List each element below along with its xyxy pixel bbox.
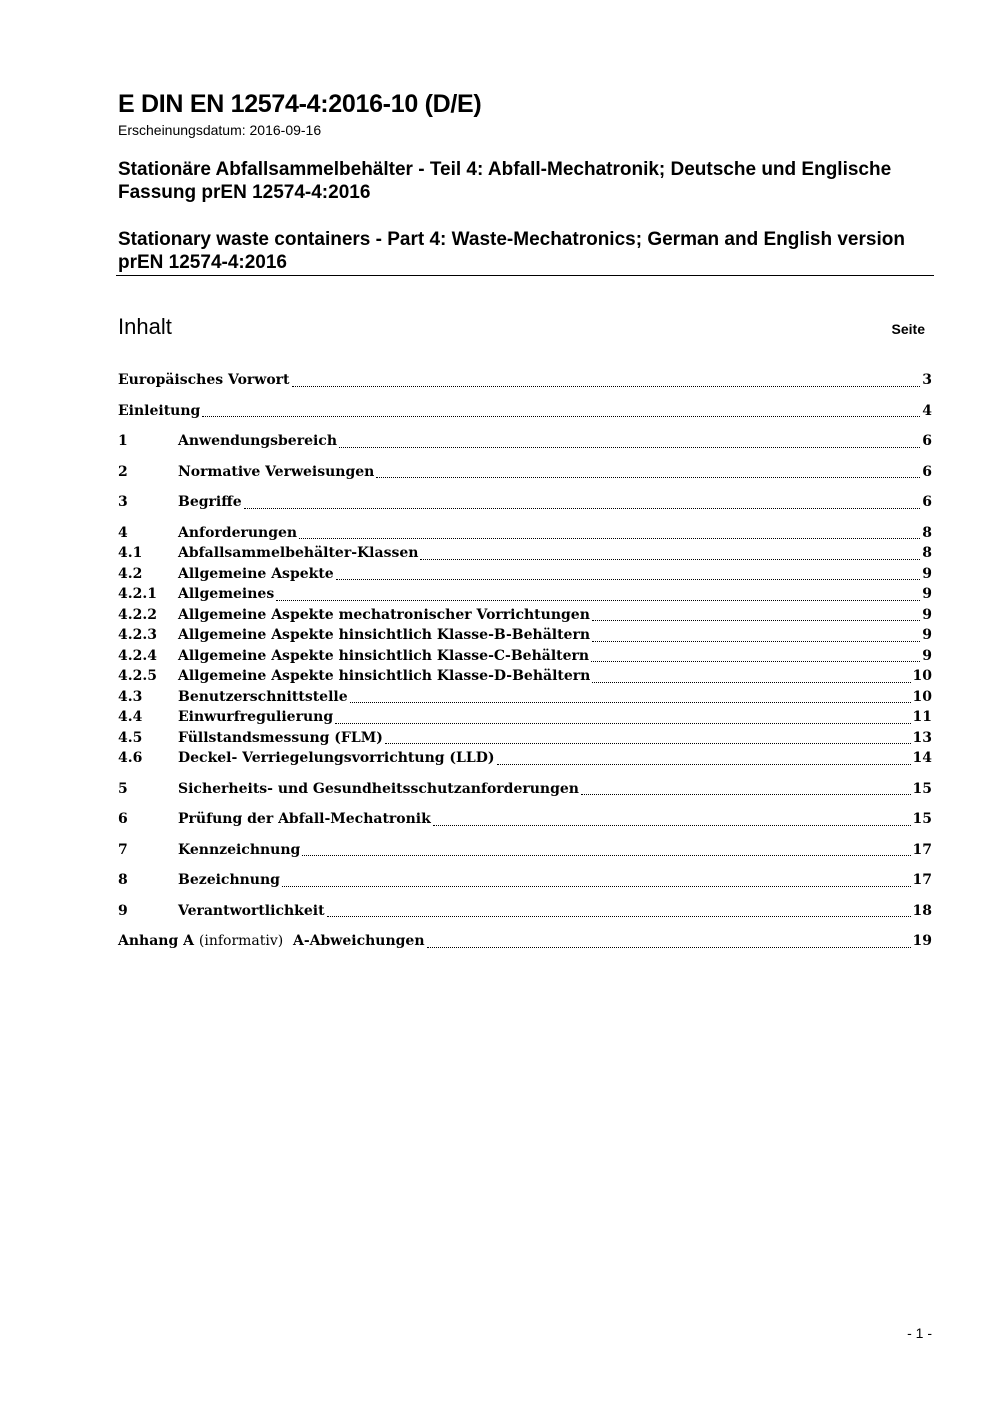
toc-entry-page: 9: [922, 627, 932, 643]
toc-entry[interactable]: [118, 687, 932, 708]
toc-leader-dots: [302, 842, 910, 856]
toc-entry[interactable]: [118, 543, 932, 564]
toc-entry-page: 14: [912, 750, 932, 766]
title-english: Stationary waste containers - Part 4: Waste-Mechatronics; German and English version prEN 12574-4:2016: [118, 229, 905, 273]
toc-entry[interactable]: [118, 728, 932, 749]
toc-entry-page: 15: [912, 780, 932, 797]
toc-leader-dots: [244, 495, 921, 509]
toc-entry-title: Anwendungsbereich: [178, 433, 337, 449]
toc-entry-number: 6: [118, 811, 128, 827]
toc-leader-dots: [592, 628, 920, 642]
toc-leader-dots: [376, 464, 920, 478]
toc-entry[interactable]: [118, 370, 932, 391]
toc-entry[interactable]: [118, 584, 932, 605]
toc-entry-page: 17: [912, 872, 932, 888]
toc-entry-title: Allgemeines: [178, 586, 275, 602]
toc-leader-dots: [336, 566, 921, 580]
toc-leader-dots: [339, 434, 920, 448]
annex-prefix: Anhang A: [118, 933, 194, 949]
toc-heading: Inhalt: [118, 314, 172, 339]
toc-entry[interactable]: [118, 523, 932, 544]
toc-entry-number: 4: [118, 524, 128, 541]
table-of-contents: [118, 370, 932, 952]
toc-entry-page: 4: [922, 402, 932, 419]
toc-entry-page: 6: [922, 463, 932, 480]
toc-entry-page: 17: [912, 841, 932, 858]
toc-entry[interactable]: [118, 748, 932, 769]
toc-entry-title: Allgemeine Aspekte hinsichtlich Klasse-D-Behältern: [178, 668, 591, 684]
toc-entry-title: Verantwortlichkeit: [178, 902, 325, 919]
toc-entry-number: 9: [118, 902, 128, 919]
toc-entry-title: Sicherheits- und Gesundheitsschutzanforderungen: [178, 780, 579, 797]
toc-entry-title: Allgemeine Aspekte: [178, 565, 334, 582]
toc-entry-number: 4.4: [118, 709, 143, 725]
toc-leader-dots: [335, 710, 910, 724]
toc-entry-title: Prüfung der Abfall-Mechatronik: [178, 811, 431, 827]
toc-entry-page: 19: [912, 933, 932, 949]
toc-entry-title: Allgemeine Aspekte hinsichtlich Klasse-C-Behältern: [178, 647, 590, 664]
toc-entry[interactable]: [118, 666, 932, 687]
toc-entry-number: 4.5: [118, 729, 143, 746]
toc-entry-title: Deckel- Verriegelungsvorrichtung (LLD): [178, 750, 495, 766]
toc-entry-title: Allgemeine Aspekte hinsichtlich Klasse-B-Behältern: [178, 627, 591, 643]
toc-entry-number: 4.2.1: [118, 586, 157, 602]
toc-entry-number: 5: [118, 780, 128, 797]
toc-entry[interactable]: [118, 564, 932, 585]
toc-entry[interactable]: [118, 605, 932, 626]
toc-leader-dots: [385, 730, 911, 744]
toc-leader-dots: [276, 587, 920, 601]
toc-entry[interactable]: [118, 779, 932, 800]
toc-entry-number: 7: [118, 841, 128, 858]
toc-entry[interactable]: [118, 707, 932, 728]
toc-entry-page: 15: [912, 811, 932, 827]
toc-entry[interactable]: [118, 431, 932, 452]
toc-entry-number: 4.1: [118, 545, 143, 561]
toc-entry-title: Einwurfregulierung: [178, 709, 334, 725]
toc-entry[interactable]: [118, 625, 932, 646]
toc-entry-page: 11: [912, 709, 932, 725]
toc-leader-dots: [299, 525, 920, 539]
document-id: E DIN EN 12574-4:2016-10 (D/E): [118, 90, 482, 118]
toc-entry[interactable]: [118, 809, 932, 830]
toc-entry[interactable]: [118, 901, 932, 922]
toc-entry-page: 13: [912, 729, 932, 746]
toc-entry-number: 4.2.4: [118, 647, 157, 664]
toc-entry[interactable]: [118, 492, 932, 513]
toc-entry-title: Bezeichnung: [178, 872, 280, 888]
toc-entry-page: 6: [922, 494, 932, 510]
toc-entry-number: 4.3: [118, 688, 143, 705]
toc-entry-annex-a[interactable]: [118, 931, 932, 952]
publication-date: Erscheinungsdatum: 2016-09-16: [118, 122, 322, 138]
toc-leader-dots: [350, 689, 911, 703]
title-german: Stationäre Abfallsammelbehälter - Teil 4: Abfall-Mechatronik; Deutsche und Englische Fassung prEN 12574-4:2016: [118, 159, 892, 203]
toc-entry-title: Begriffe: [178, 494, 242, 510]
toc-entry-number: 4.2.5: [118, 668, 157, 684]
toc-entry-number: 2: [118, 463, 128, 480]
toc-entry-title: Allgemeine Aspekte mechatronischer Vorrichtungen: [178, 606, 590, 623]
page-number: - 1 -: [907, 1325, 932, 1341]
toc-entry-title: Kennzeichnung: [178, 841, 301, 858]
toc-entry[interactable]: [118, 840, 932, 861]
toc-entry-page: 10: [912, 668, 932, 684]
toc-entry[interactable]: [118, 401, 932, 422]
toc-entry[interactable]: [118, 646, 932, 667]
toc-entry[interactable]: [118, 870, 932, 891]
toc-entry-number: 8: [118, 872, 128, 888]
annex-title: A-Abweichungen: [292, 933, 425, 949]
toc-entry-title: Abfallsammelbehälter-Klassen: [178, 545, 419, 561]
toc-entry-number: 3: [118, 494, 128, 510]
toc-leader-dots: [592, 607, 920, 621]
annex-note: (informativ): [198, 933, 284, 949]
toc-entry-number: 4.2.3: [118, 627, 157, 643]
toc-leader-dots: [282, 873, 911, 887]
toc-entry-page: 18: [912, 902, 932, 919]
toc-leader-dots: [202, 403, 920, 417]
toc-leader-dots: [327, 903, 911, 917]
toc-entry-title: Einleitung: [118, 402, 201, 419]
toc-entry[interactable]: [118, 462, 932, 483]
toc-entry-page: 6: [922, 433, 932, 449]
toc-entry-number: 4.2.2: [118, 606, 157, 623]
toc-entry-page: 9: [922, 606, 932, 623]
toc-entry-title: Füllstandsmessung (FLM): [178, 729, 383, 746]
toc-entry-page: 9: [922, 586, 932, 602]
toc-entry-number: 4.2: [118, 565, 143, 582]
toc-leader-dots: [433, 812, 911, 826]
toc-leader-dots: [292, 373, 921, 387]
toc-leader-dots: [497, 751, 911, 765]
toc-leader-dots: [420, 546, 920, 560]
toc-entry-page: 8: [922, 524, 932, 541]
toc-entry-page: 9: [922, 565, 932, 582]
toc-leader-dots: [592, 669, 910, 683]
title-divider: [116, 275, 934, 276]
toc-entry-title: Anforderungen: [178, 524, 298, 541]
toc-entry-page: 8: [922, 545, 932, 561]
page-column-label: Seite: [891, 321, 925, 337]
toc-entry-title: [118, 931, 425, 952]
toc-entry-page: 3: [922, 372, 932, 388]
toc-entry-page: 9: [922, 647, 932, 664]
toc-entry-title: Normative Verweisungen: [178, 463, 375, 480]
toc-entry-page: 10: [912, 688, 932, 705]
toc-entry-title: Benutzerschnittstelle: [178, 688, 348, 705]
toc-leader-dots: [591, 648, 920, 662]
toc-entry-number: 4.6: [118, 750, 143, 766]
toc-leader-dots: [581, 781, 911, 795]
toc-entry-title: Europäisches Vorwort: [118, 372, 290, 388]
toc-entry-number: 1: [118, 433, 128, 449]
toc-leader-dots: [427, 934, 911, 948]
